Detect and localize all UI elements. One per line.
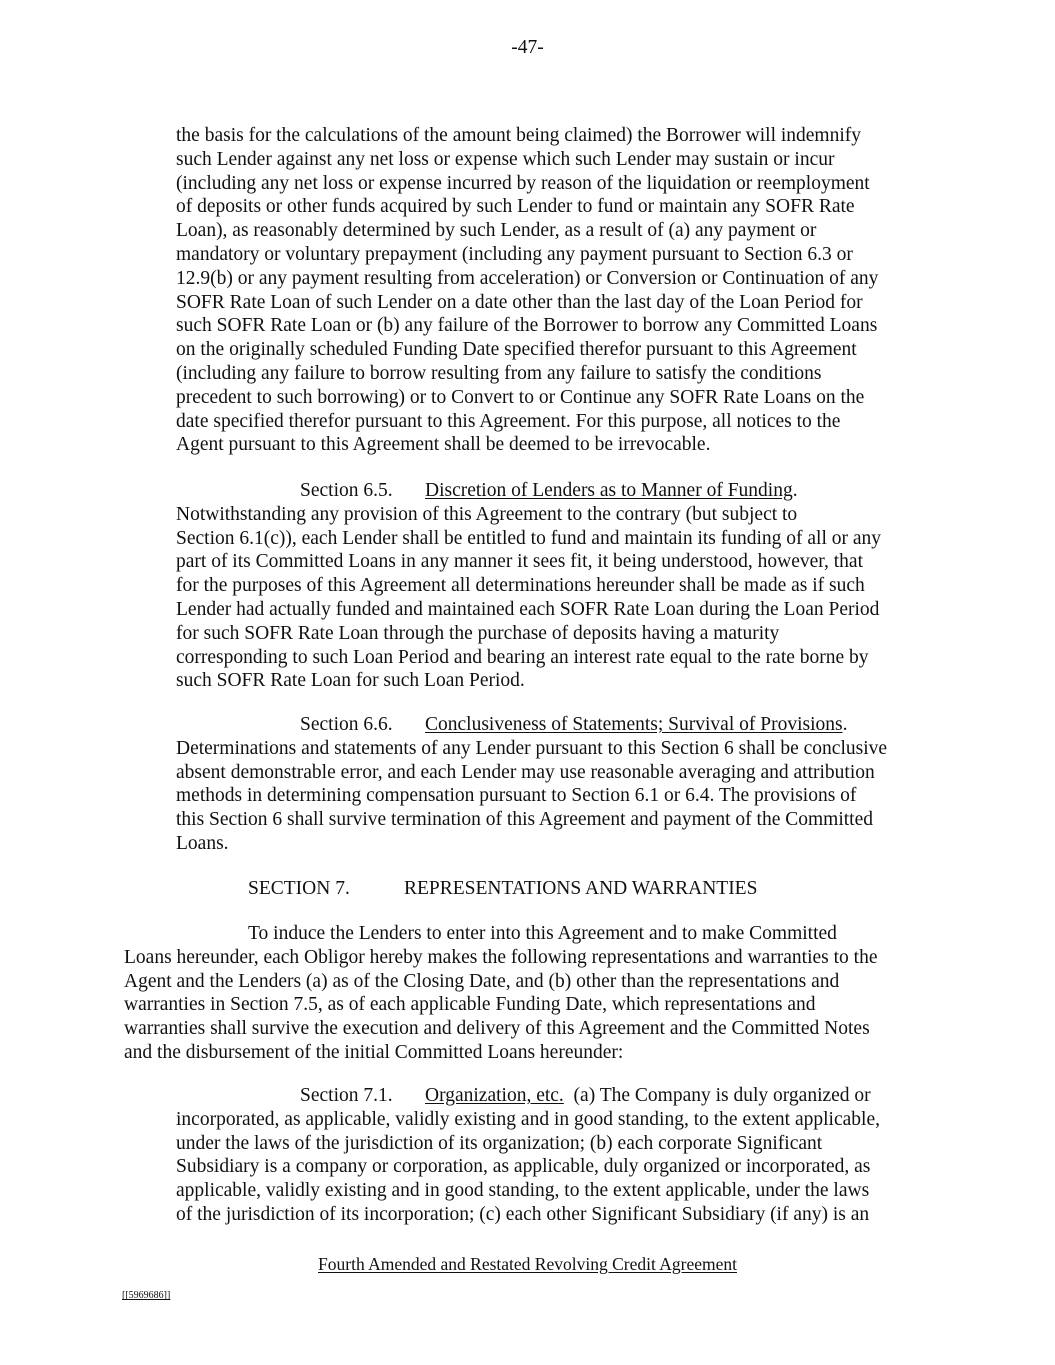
text-line: corresponding to such Loan Period and bearing an interest rate equal to the rate borne by xyxy=(176,646,869,668)
text-line: Loans hereunder, each Obligor hereby makes the following representations and warranties to the xyxy=(124,946,878,968)
text-line: (including any net loss or expense incurred by reason of the liquidation or reemployment xyxy=(176,172,870,194)
text-line: warranties shall survive the execution and delivery of this Agreement and the Committed Notes xyxy=(124,1018,870,1040)
section-title: Discretion of Lenders as to Manner of Funding xyxy=(425,480,793,501)
text-line: Lender had actually funded and maintained each SOFR Rate Loan during the Loan Period xyxy=(176,598,880,620)
section-title-suffix: . xyxy=(842,714,848,735)
text-line: Notwithstanding any provision of this Agreement to the contrary (but subject to xyxy=(176,503,798,525)
text-line: Subsidiary is a company or corporation, as applicable, duly organized or incorporated, as xyxy=(176,1156,871,1178)
text-line: the basis for the calculations of the amount being claimed) the Borrower will indemnify xyxy=(176,125,862,146)
text-line: such SOFR Rate Loan for such Loan Period. xyxy=(176,670,525,692)
section-heading-line xyxy=(176,1084,880,1108)
text-line: for such SOFR Rate Loan through the purchase of deposits having a maturity xyxy=(176,622,780,644)
section-7-1 xyxy=(176,1084,880,1227)
text-line: date specified therefor pursuant to this Agreement. For this purpose, all notices to the xyxy=(176,410,841,432)
text-line: SOFR Rate Loan of such Lender on a date other than the last day of the Loan Period for xyxy=(176,291,863,313)
text-line: Agent and the Lenders (a) as of the Closing Date, and (b) other than the representations and xyxy=(124,970,840,992)
section-7-heading xyxy=(248,877,757,901)
section-heading-line xyxy=(176,713,887,737)
text-line: part of its Committed Loans in any manner it sees fit, it being understood, however, that xyxy=(176,551,863,573)
text-line: under the laws of the jurisdiction of its organization; (b) each corporate Significant xyxy=(176,1132,823,1154)
continuation-paragraph xyxy=(176,124,878,457)
text-line: applicable, validly existing and in good standing, to the extent applicable, under the laws xyxy=(176,1180,870,1202)
text-line: Agent pursuant to this Agreement shall be deemed to be irrevocable. xyxy=(176,434,711,456)
text-line: such SOFR Rate Loan or (b) any failure of the Borrower to borrow any Committed Loans xyxy=(176,315,878,337)
text-line: such Lender against any net loss or expense which such Lender may sustain or incur xyxy=(176,148,835,170)
text-line: (including any failure to borrow resulting from any failure to satisfy the conditions xyxy=(176,362,822,384)
text-line: Loans. xyxy=(176,832,229,854)
page-number: -47- xyxy=(511,37,544,58)
section-7-intro xyxy=(124,922,878,1065)
section-title: REPRESENTATIONS AND WARRANTIES xyxy=(404,878,758,899)
text-line: methods in determining compensation pursuant to Section 6.1 or 6.4. The provisions of xyxy=(176,785,857,807)
text-line: precedent to such borrowing) or to Convert to or Continue any SOFR Rate Loans on the xyxy=(176,386,865,408)
text-line: 12.9(b) or any payment resulting from acceleration) or Conversion or Continuation of any xyxy=(176,267,879,289)
section-heading-line xyxy=(176,479,881,503)
text-line: this Section 6 shall survive termination of this Agreement and payment of the Committed xyxy=(176,809,874,831)
section-title: Organization, etc. xyxy=(425,1085,564,1106)
section-6-5 xyxy=(176,479,881,693)
text-line: Determinations and statements of any Lender pursuant to this Section 6 shall be conclusive xyxy=(176,737,888,759)
text-line: and the disbursement of the initial Committed Loans hereunder: xyxy=(124,1041,624,1063)
section-label: Section 7.1. xyxy=(300,1085,393,1106)
text-line: Section 6.1(c)), each Lender shall be entitled to fund and maintain its funding of all or any xyxy=(176,527,882,549)
text-line: for the purposes of this Agreement all determinations hereunder shall be made as if such xyxy=(176,575,865,597)
section-title-suffix: . xyxy=(792,480,798,501)
document-id: [[5969686]] xyxy=(122,1290,171,1301)
section-title: Conclusiveness of Statements; Survival of Provisions xyxy=(425,714,843,735)
text-line: of deposits or other funds acquired by such Lender to fund or maintain any SOFR Rate xyxy=(176,196,855,218)
text-line: mandatory or voluntary prepayment (including any payment pursuant to Section 6.3 or xyxy=(176,243,853,265)
text-line: of the jurisdiction of its incorporation; (c) each other Significant Subsidiary (if any) is an xyxy=(176,1203,870,1225)
text-line: incorporated, as applicable, validly existing and in good standing, to the extent applicable, xyxy=(176,1108,880,1130)
section-number: SECTION 7. xyxy=(248,878,350,899)
text-line: To induce the Lenders to enter into this Agreement and to make Committed xyxy=(248,923,837,944)
text-line: warranties in Section 7.5, as of each applicable Funding Date, which representations and xyxy=(124,994,816,1016)
section-6-6 xyxy=(176,713,887,856)
text-line: on the originally scheduled Funding Date specified therefor pursuant to this Agreement xyxy=(176,339,857,361)
text-line: absent demonstrable error, and each Lender may use reasonable averaging and attribution xyxy=(176,761,875,783)
section-first-line: (a) The Company is duly organized or xyxy=(573,1085,871,1106)
section-label: Section 6.6. xyxy=(300,714,393,735)
section-label: Section 6.5. xyxy=(300,480,393,501)
footer-agreement-title: Fourth Amended and Restated Revolving Credit Agreement xyxy=(318,1254,737,1274)
text-line: Loan), as reasonably determined by such Lender, as a result of (a) any payment or xyxy=(176,220,817,242)
